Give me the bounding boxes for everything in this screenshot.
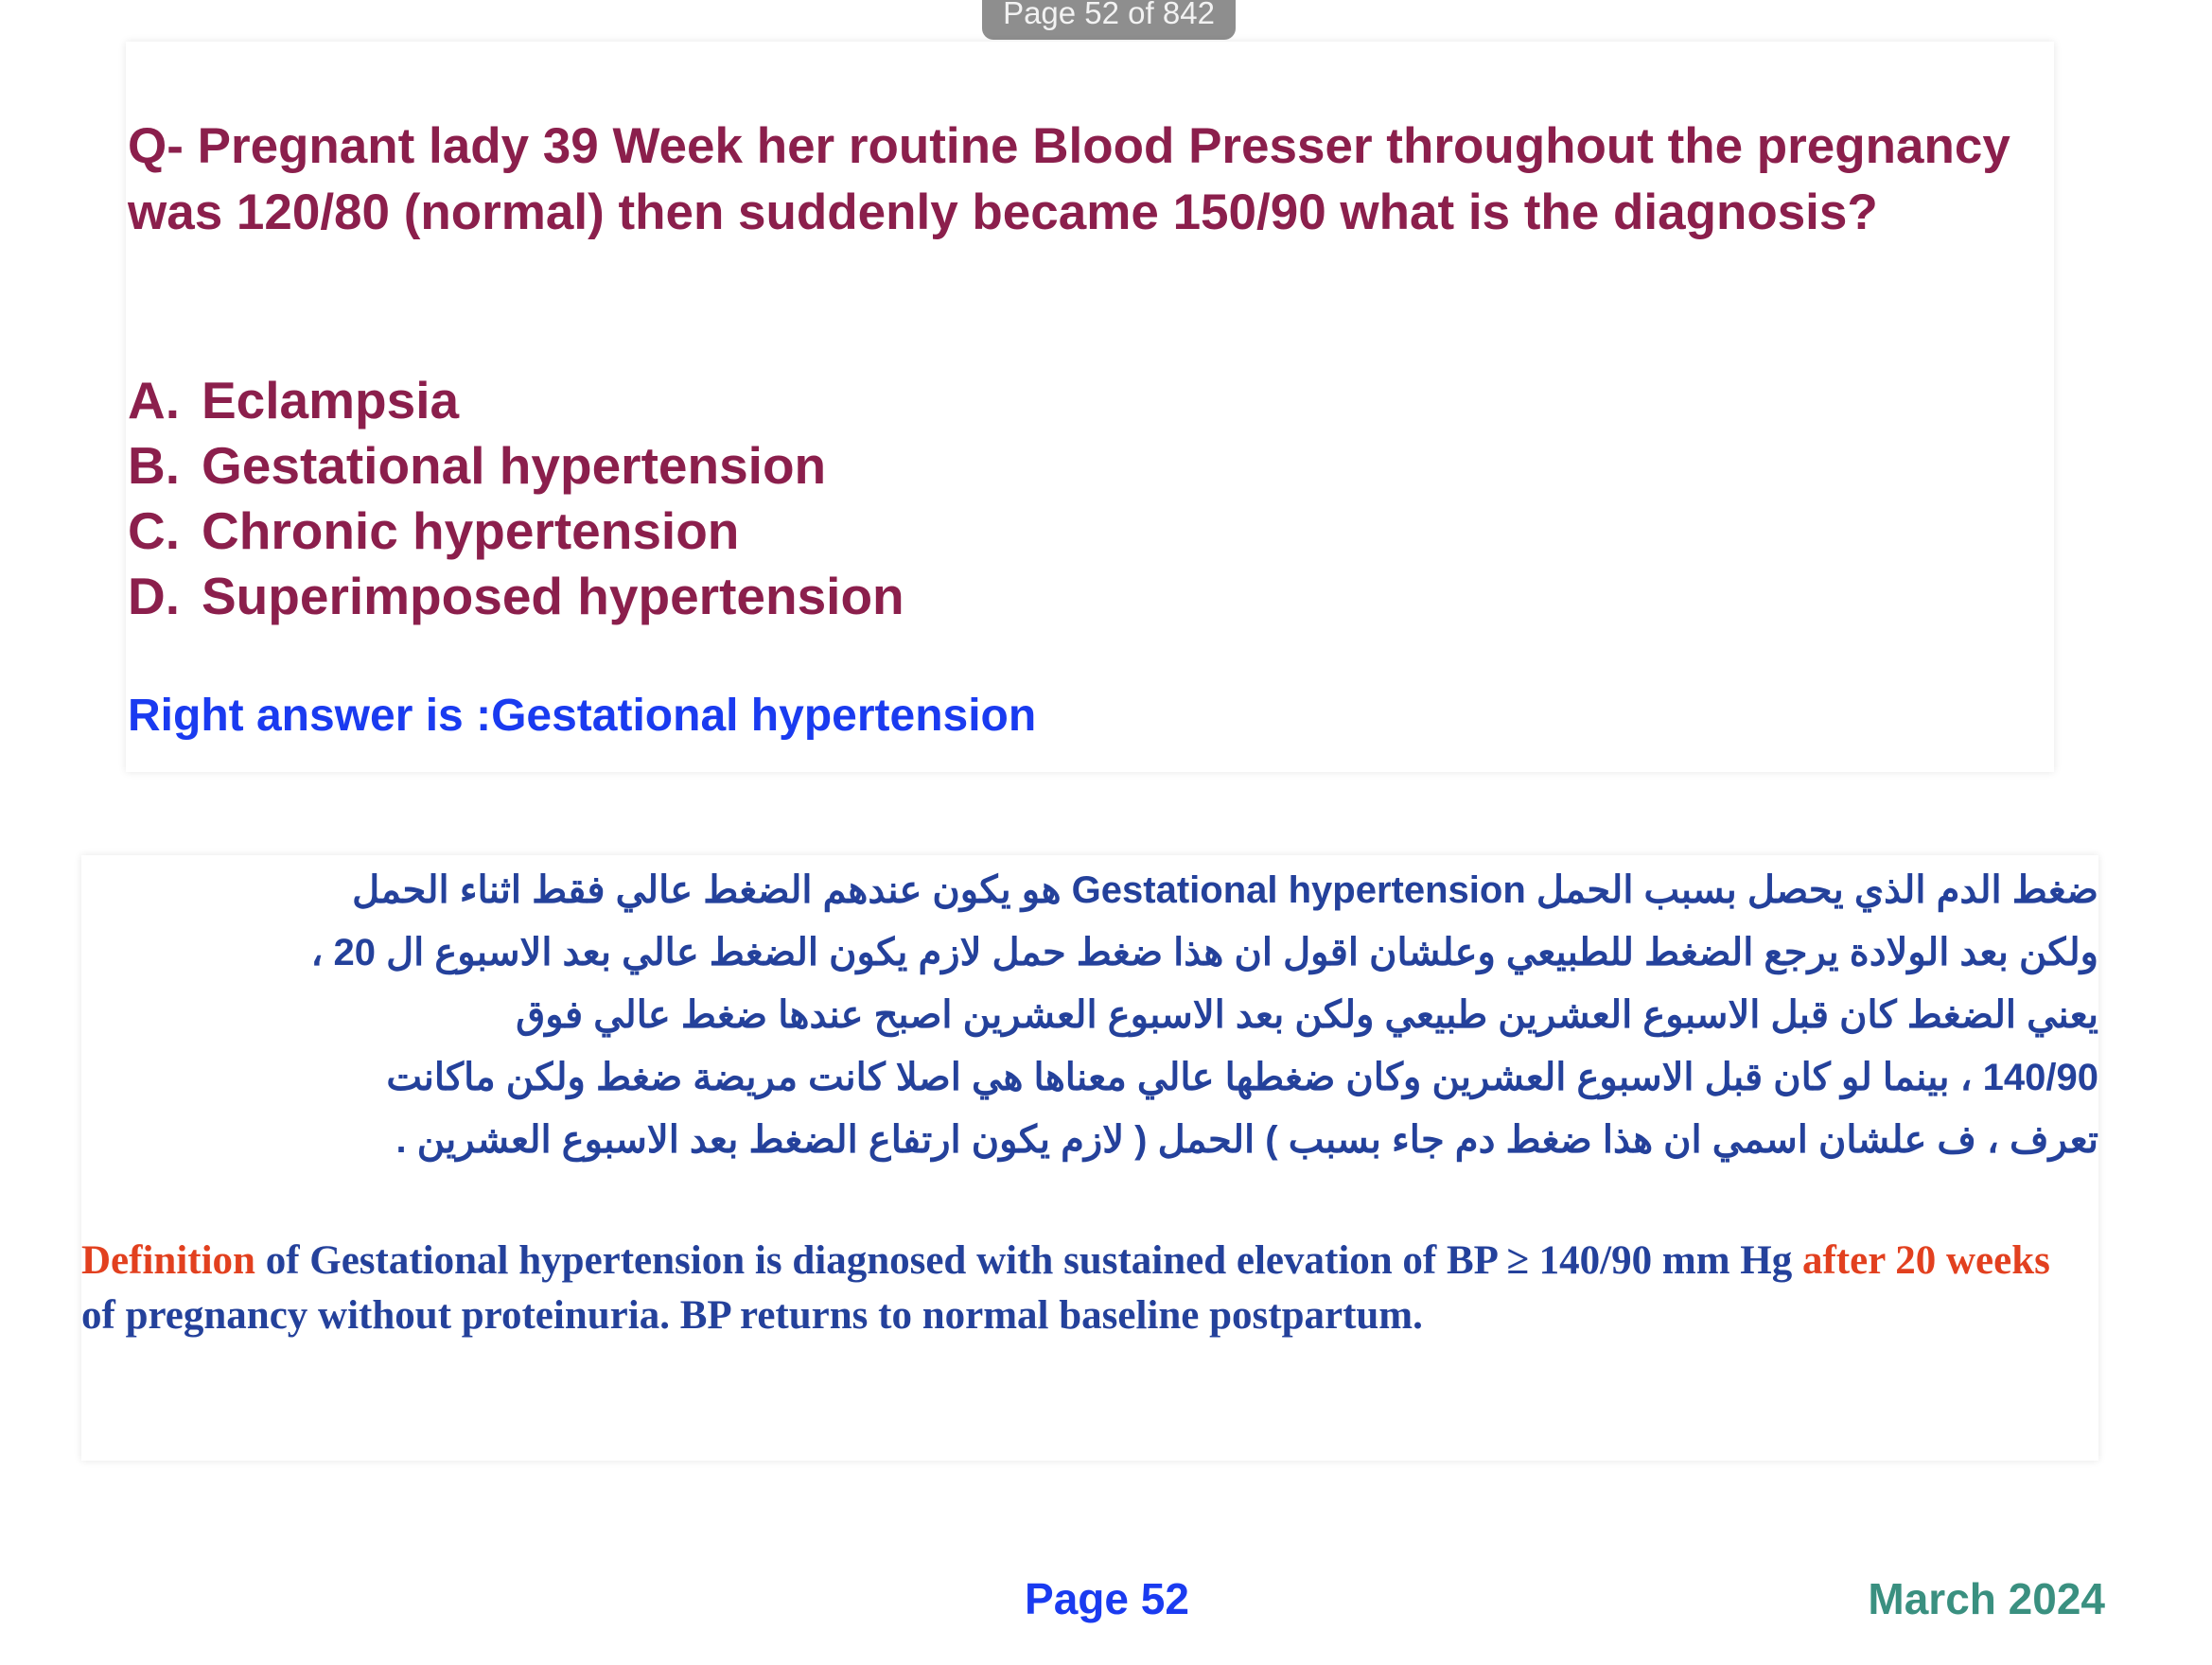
arabic-line-3: يعني الضغط كان قبل الاسبوع العشرين طبيعي ولكن بعد الاسبوع العشرين اصبح عندها ضغط عالي فوق bbox=[516, 994, 2098, 1036]
question-text: Q- Pregnant lady 39 Week her routine Blood Presser throughout the pregnancy was 120/80 (normal) then suddenly became 150/90 what is the diagnosis? bbox=[128, 118, 2010, 240]
explanation-card bbox=[81, 855, 2098, 1461]
arabic-line-4: 140/90 ، بينما لو كان قبل الاسبوع العشرين وكان ضغطها عالي معناها هي اصلا كانت مريضة ضغط ولكن ماكانت bbox=[386, 1057, 2098, 1098]
option-text: Eclampsia bbox=[202, 371, 460, 429]
footer-page-number: Page 52 bbox=[1025, 1574, 1189, 1623]
definition-part-1: of Gestational hypertension is diagnosed with sustained elevation of BP ≥ 140/90 mm Hg bbox=[255, 1238, 1802, 1283]
right-answer: Right answer is :Gestational hypertension bbox=[128, 691, 1037, 741]
definition-highlight: after 20 weeks bbox=[1801, 1238, 2050, 1283]
option-a bbox=[128, 368, 904, 433]
option-text: Chronic hypertension bbox=[202, 501, 740, 560]
arabic-line-1: ضغط الدم الذي يحصل بسبب الحمل Gestational hypertension هو يكون عندهم الضغط عالي فقط اثناء الحمل bbox=[352, 869, 2098, 911]
arabic-explanation bbox=[100, 859, 2098, 1171]
option-text: Gestational hypertension bbox=[202, 436, 827, 495]
option-d bbox=[128, 564, 904, 629]
arabic-line-5: تعرف ، ف علشان اسمي ان هذا ضغط دم جاء بسبب ) الحمل ( لازم يكون ارتفاع الضغط بعد الاسبوع العشرين . bbox=[395, 1119, 2098, 1161]
options-list bbox=[128, 368, 904, 629]
option-c bbox=[128, 499, 904, 564]
option-letter: B. bbox=[128, 436, 180, 495]
option-b bbox=[128, 433, 904, 499]
arabic-line-2: ولكن بعد الولادة يرجع الضغط للطبيعي وعلشان اقول ان هذا ضغط حمل لازم يكون الضغط عالي بعد الاسبوع ال 20 ، bbox=[310, 932, 2098, 973]
page-indicator: Page 52 of 842 bbox=[982, 0, 1236, 40]
footer-date: March 2024 bbox=[1868, 1574, 2105, 1623]
option-letter: D. bbox=[128, 567, 180, 625]
option-text: Superimposed hypertension bbox=[202, 567, 904, 625]
definition-term: Definition bbox=[81, 1238, 255, 1283]
definition-paragraph bbox=[81, 1234, 2087, 1343]
question-card bbox=[126, 42, 2054, 772]
option-letter: C. bbox=[128, 501, 180, 560]
definition-part-2: of pregnancy without proteinuria. BP returns to normal baseline postpartum. bbox=[81, 1293, 1423, 1338]
option-letter: A. bbox=[128, 371, 180, 429]
